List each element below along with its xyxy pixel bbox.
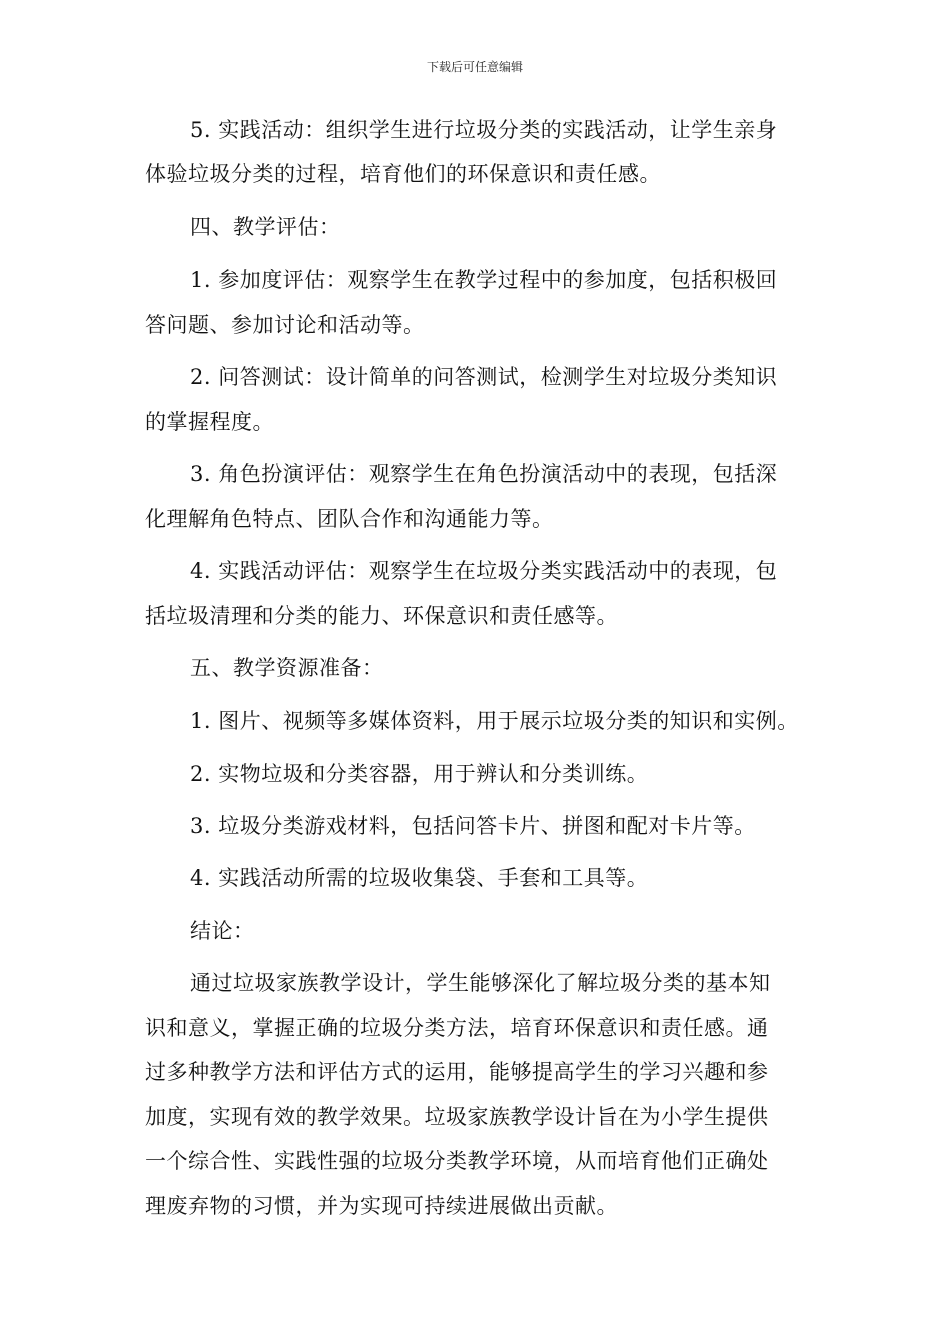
paragraph-line: 1. 参加度评估：观察学生在教学过程中的参加度，包括积极回 xyxy=(190,268,778,292)
section-heading: 结论： xyxy=(190,919,255,943)
list-item: 4. 实践活动所需的垃圾收集袋、手套和工具等。 xyxy=(190,866,649,890)
paragraph-line: 一个综合性、实践性强的垃圾分类教学环境，从而培育他们正确处 xyxy=(145,1149,769,1173)
header-note: 下载后可任意编辑 xyxy=(426,60,523,74)
section-heading: 四、教学评估： xyxy=(190,215,341,239)
paragraph-line: 2. 问答测试：设计简单的问答测试，检测学生对垃圾分类知识 xyxy=(190,365,778,389)
paragraph-line: 过多种教学方法和评估方式的运用，能够提高学生的学习兴趣和参 xyxy=(145,1060,769,1084)
paragraph-line: 加度，实现有效的教学效果。垃圾家族教学设计旨在为小学生提供 xyxy=(145,1105,769,1129)
paragraph-line: 答问题、参加讨论和活动等。 xyxy=(145,313,425,337)
paragraph-line: 体验垃圾分类的过程，培育他们的环保意识和责任感。 xyxy=(145,162,661,186)
paragraph-line: 通过垃圾家族教学设计，学生能够深化了解垃圾分类的基本知 xyxy=(190,971,771,995)
paragraph-line: 识和意义，掌握正确的垃圾分类方法，培育环保意识和责任感。通 xyxy=(145,1016,769,1040)
paragraph-line: 化理解角色特点、团队合作和沟通能力等。 xyxy=(145,507,554,531)
list-item: 2. 实物垃圾和分类容器，用于辨认和分类训练。 xyxy=(190,762,649,786)
paragraph-line: 5. 实践活动：组织学生进行垃圾分类的实践活动，让学生亲身 xyxy=(190,118,778,142)
section-heading: 五、教学资源准备： xyxy=(190,656,384,680)
paragraph-line: 3. 角色扮演评估：观察学生在角色扮演活动中的表现，包括深 xyxy=(190,462,778,486)
paragraph-line: 的掌握程度。 xyxy=(145,410,274,434)
list-item: 1. 图片、视频等多媒体资料，用于展示垃圾分类的知识和实例。 xyxy=(190,709,799,733)
paragraph-line: 括垃圾清理和分类的能力、环保意识和责任感等。 xyxy=(145,604,618,628)
paragraph-line: 理废弃物的习惯，并为实现可持续进展做出贡献。 xyxy=(145,1194,618,1218)
list-item: 3. 垃圾分类游戏材料，包括问答卡片、拼图和配对卡片等。 xyxy=(190,814,756,838)
paragraph-line: 4. 实践活动评估：观察学生在垃圾分类实践活动中的表现，包 xyxy=(190,559,778,583)
